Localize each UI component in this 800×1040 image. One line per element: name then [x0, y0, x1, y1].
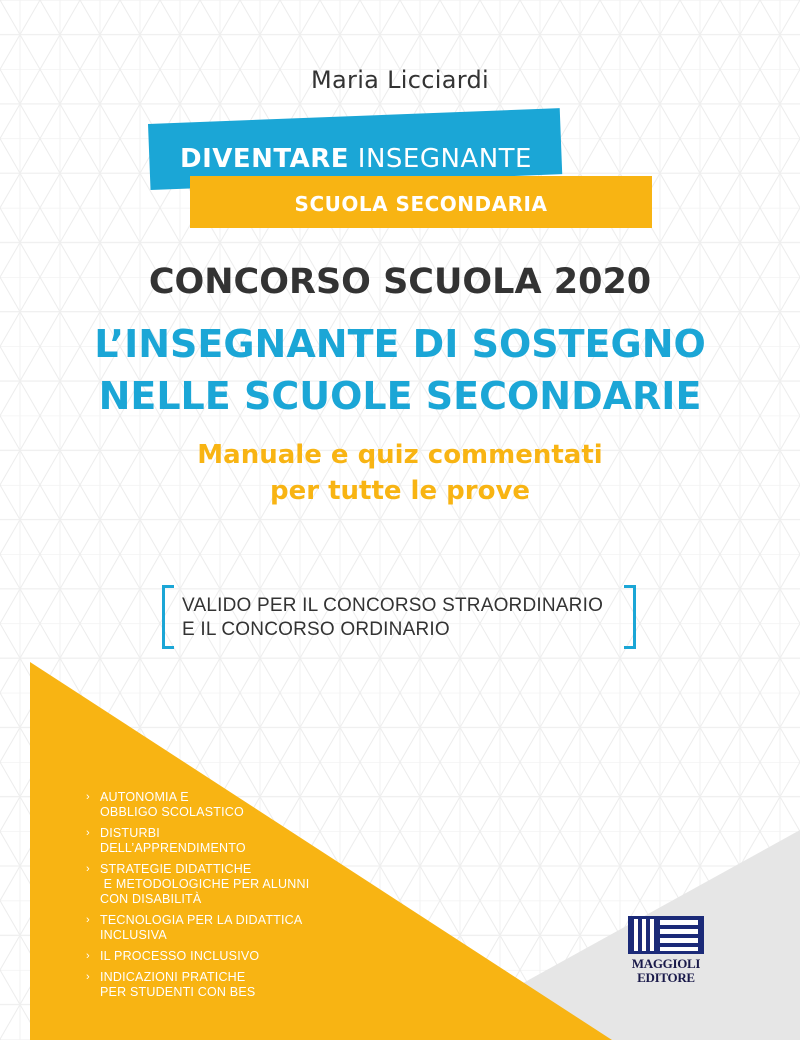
publisher-logo	[628, 916, 704, 984]
topic-text: INCLUSIVA	[100, 928, 167, 942]
validity-line-2: E IL CONCORSO ORDINARIO	[182, 619, 450, 640]
topic-item	[86, 949, 346, 964]
chevron-right-icon: ›	[86, 827, 90, 839]
topic-text: INDICAZIONI PRATICHE	[100, 970, 246, 984]
headline: CONCORSO SCUOLA 2020	[148, 262, 652, 302]
series-light: INSEGNANTE	[349, 144, 532, 174]
topic-text: PER STUDENTI CON BES	[100, 985, 256, 999]
series-bold: DIVENTARE	[180, 144, 350, 174]
chevron-right-icon: ›	[86, 791, 90, 803]
subtitle-line-2: per tutte le prove	[269, 476, 531, 506]
left-bracket	[162, 585, 174, 649]
chevron-right-icon: ›	[86, 950, 90, 962]
chevron-right-icon: ›	[86, 914, 90, 926]
level-label: SCUOLA SECONDARIA	[294, 192, 548, 216]
topic-text: DISTURBI	[100, 826, 160, 840]
topic-item	[86, 826, 346, 856]
publisher-name: MAGGIOLI	[631, 956, 701, 971]
topic-text: OBBLIGO SCOLASTICO	[100, 805, 244, 819]
series-title	[180, 144, 532, 174]
chevron-right-icon: ›	[86, 863, 90, 875]
topic-item	[86, 913, 346, 943]
topic-text: AUTONOMIA E	[100, 790, 189, 804]
chevron-right-icon: ›	[86, 971, 90, 983]
topic-item	[86, 970, 346, 1000]
title-line-1: L’INSEGNANTE DI SOSTEGNO	[94, 322, 706, 366]
publisher-subname: EDITORE	[637, 970, 695, 985]
topic-item	[86, 862, 346, 907]
topic-item	[86, 790, 346, 820]
author-name: Maria Licciardi	[311, 66, 489, 94]
topic-text: CON DISABILITÀ	[100, 892, 202, 906]
topic-text: IL PROCESSO INCLUSIVO	[100, 949, 260, 963]
validity-line-1: VALIDO PER IL CONCORSO STRAORDINARIO	[182, 595, 604, 616]
maggioli-logo-icon	[628, 916, 704, 954]
title-line-2: NELLE SCUOLE SECONDARIE	[98, 374, 702, 418]
right-bracket	[624, 585, 636, 649]
validity-box	[162, 585, 636, 649]
topic-list	[86, 790, 346, 1006]
topic-text: TECNOLOGIA PER LA DIDATTICA	[100, 913, 303, 927]
topic-text: E METODOLOGICHE PER ALUNNI	[100, 877, 310, 891]
subtitle-line-1: Manuale e quiz commentati	[197, 440, 603, 470]
topic-text: STRATEGIE DIDATTICHE	[100, 862, 252, 876]
topic-text: DELL’APPRENDIMENTO	[100, 841, 246, 855]
